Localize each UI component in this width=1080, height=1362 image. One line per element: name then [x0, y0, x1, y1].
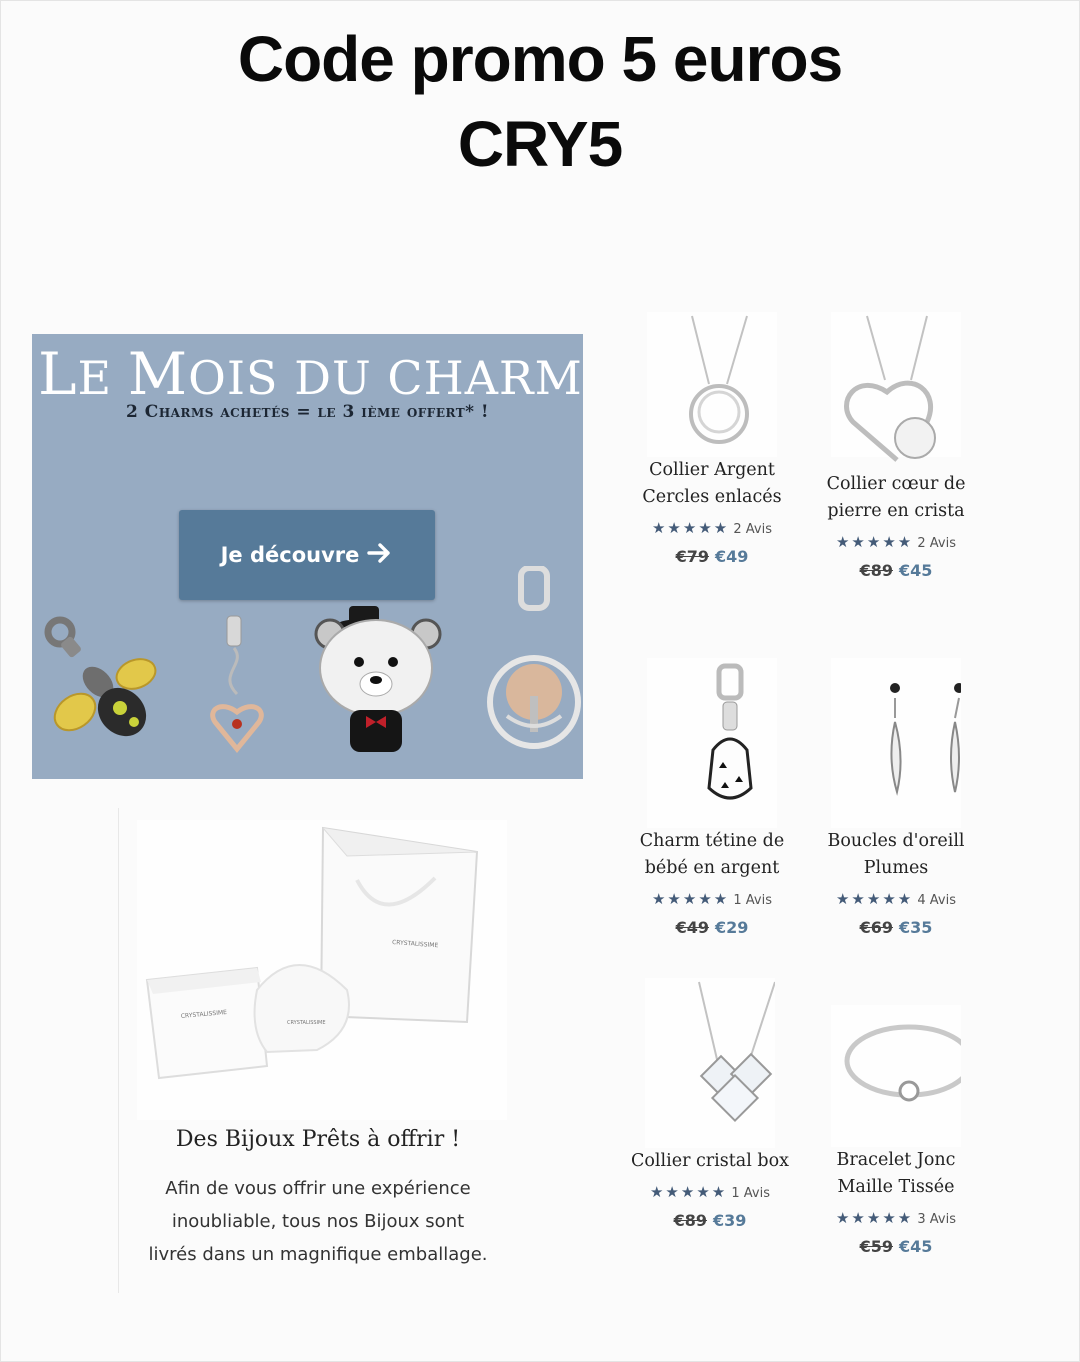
gift-packaging-image [137, 820, 507, 1120]
product-price: €79 €49 [675, 547, 749, 566]
necklace-circles-image [647, 312, 777, 457]
gift-description: Afin de vous offrir une expérience inoubliable, tous nos Bijoux sont livrés dans un magnifique emballage. [148, 1178, 488, 1265]
product-card[interactable] [806, 658, 986, 937]
product-card[interactable] [620, 978, 800, 1230]
heart-necklace-image [831, 312, 961, 457]
product-name[interactable]: Collier cristal box [631, 1151, 789, 1171]
arrow-right-icon [367, 542, 393, 569]
charm-month-banner[interactable] [32, 334, 583, 779]
product-rating: ★★★★★ 2 Avis [835, 533, 956, 551]
banner-subtitle: 2 Charms achetés = le 3 ième offert* ! [126, 402, 489, 422]
pouch-brand-text: CRYSTALISSIME [287, 1020, 326, 1026]
product-rating: ★★★★★ 3 Avis [835, 1209, 956, 1227]
product-name[interactable]: Charm tétine de bébé en argent [639, 831, 785, 878]
rating-stars-icon: ★★★★★ [835, 533, 914, 551]
bear-charm-image [314, 600, 444, 760]
gift-title: Des Bijoux Prêts à offrir ! [175, 1127, 461, 1152]
product-rating: ★★★★★ 4 Avis [835, 890, 956, 908]
product-price: €59 €45 [859, 1237, 933, 1256]
box-brand-text: CRYSTALISSIME [180, 1008, 228, 1020]
bee-charm-image [40, 612, 160, 752]
discover-button-label: Je découvre [220, 543, 360, 567]
tree-of-life-charm-image [487, 566, 583, 756]
promo-code: CRY5 [457, 108, 623, 180]
discover-button[interactable] [179, 510, 435, 600]
product-card[interactable] [806, 312, 986, 580]
rating-stars-icon: ★★★★★ [835, 890, 914, 908]
bangle-bracelet-image [831, 1005, 961, 1147]
product-name[interactable]: Collier Argent Cercles enlacés [642, 460, 782, 507]
product-rating: ★★★★★ 1 Avis [649, 1183, 770, 1201]
divider [118, 808, 119, 1293]
product-name[interactable]: Bracelet Jonc Maille Tissée [836, 1150, 956, 1197]
rating-stars-icon: ★★★★★ [651, 519, 730, 537]
product-card[interactable] [622, 658, 802, 937]
product-price: €89 €39 [673, 1211, 747, 1230]
rating-stars-icon: ★★★★★ [651, 890, 730, 908]
product-rating: ★★★★★ 1 Avis [651, 890, 772, 908]
rating-stars-icon: ★★★★★ [835, 1209, 914, 1227]
product-name[interactable]: Boucles d'oreill Plumes [827, 831, 965, 878]
feather-earrings-image [831, 658, 961, 828]
product-price: €89 €45 [859, 561, 933, 580]
promo-title: Code promo 5 euros [237, 23, 843, 95]
heart-charm-image [207, 614, 267, 754]
product-card[interactable] [622, 312, 802, 566]
banner-title: LE MOIS DU CHARM [38, 340, 583, 408]
product-price: €49 €29 [675, 918, 749, 937]
product-name[interactable]: Collier cœur de pierre en crista [826, 474, 966, 521]
rating-stars-icon: ★★★★★ [649, 1183, 728, 1201]
pacifier-charm-image [647, 658, 777, 828]
crystal-box-necklace-image [645, 978, 775, 1148]
bag-brand-text: CRYSTALISSIME [391, 939, 439, 950]
product-price: €69 €35 [859, 918, 933, 937]
product-rating: ★★★★★ 2 Avis [651, 519, 772, 537]
product-card[interactable] [806, 1005, 986, 1256]
